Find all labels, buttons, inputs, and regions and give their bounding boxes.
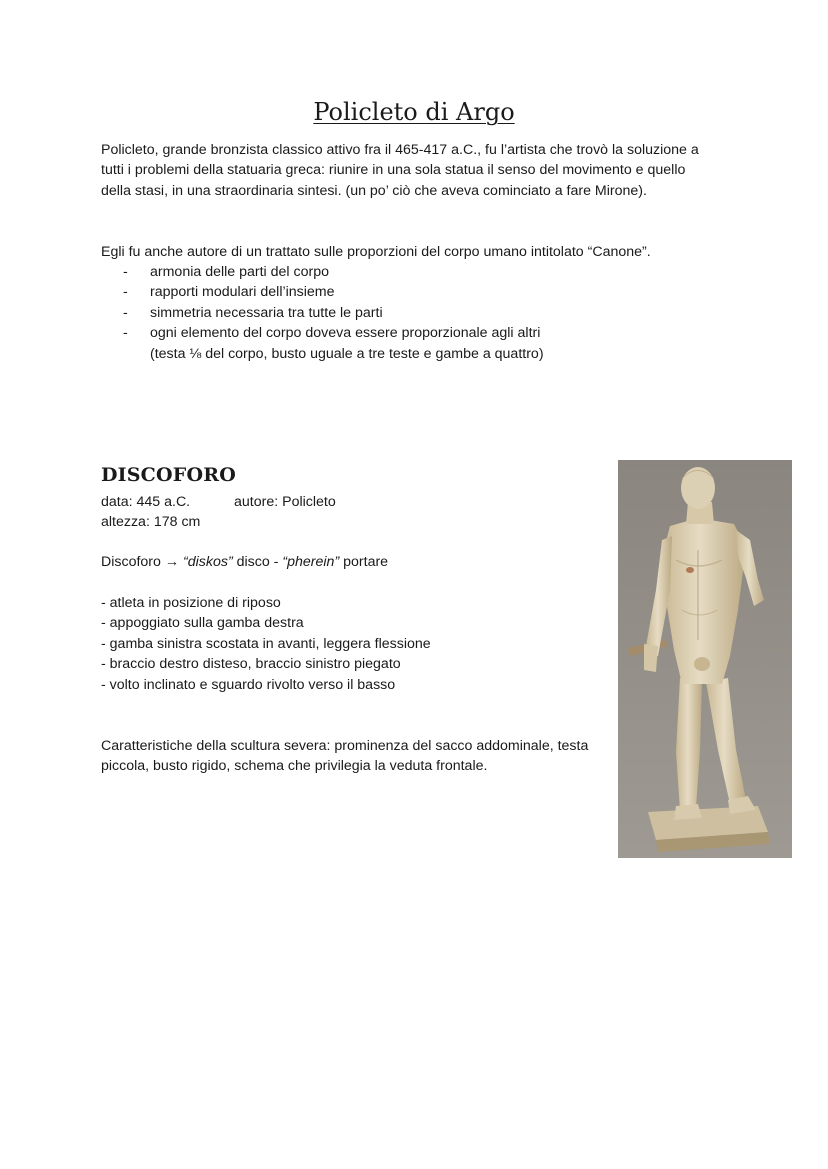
list-item: - atleta in posizione di riposo	[101, 595, 281, 611]
list-item-text: armonia delle parti del corpo	[150, 264, 330, 280]
list-item	[101, 282, 721, 302]
list-item-note: (testa ⅛ del corpo, busto uguale a tre teste e gambe a quattro)	[150, 345, 544, 362]
etymology-portare: portare	[343, 554, 389, 570]
severe-style-paragraph: Caratteristiche della scultura severa: prominenza del sacco addominale, testa piccola, busto rigido, schema che privilegia la veduta frontale.	[101, 738, 589, 775]
list-item-text: rapporti modulari dell’insieme	[150, 284, 335, 301]
list-item: - braccio destro disteso, braccio sinistro piegato	[101, 656, 401, 673]
list-item-text: ogni elemento del corpo doveva essere proporzionale agli altri	[150, 325, 541, 342]
list-item	[101, 262, 721, 282]
list-dash: -	[123, 284, 128, 301]
etymology-pherein: “pherein”	[282, 554, 340, 570]
features-list	[101, 593, 431, 695]
section-title: DISCOFORO	[101, 464, 236, 486]
list-dash: -	[123, 304, 128, 321]
list-item	[101, 303, 721, 323]
author-text: autore: Policleto	[234, 494, 336, 510]
etymology	[101, 552, 388, 572]
canon-list	[101, 262, 721, 364]
list-dash: -	[123, 264, 128, 280]
list-item: - gamba sinistra scostata in avanti, leggera flessione	[101, 635, 431, 652]
list-dash: -	[123, 325, 128, 342]
etymology-diskos: “diskos”	[183, 554, 233, 570]
list-item-text: simmetria necessaria tra tutte le parti	[150, 304, 383, 321]
height-text: altezza: 178 cm	[101, 514, 201, 530]
list-item: - volto inclinato e sguardo rivolto verso il basso	[101, 676, 396, 693]
meta-row-date	[101, 492, 336, 512]
date-text: data: 445 a.C.	[101, 494, 191, 510]
meta-row-height	[101, 512, 200, 532]
etymology-word: Discoforo →	[101, 554, 180, 570]
intro-paragraph: Policleto, grande bronzista classico attivo fra il 465-417 a.C., fu l’artista che trovò la soluzione a tutti i problemi della statuaria greca: riunire in una sola statua il senso del movimento e quello della stasi, in una straordinaria sintesi. (un po’ ciò che aveva cominciato a fare Mirone).	[101, 142, 699, 199]
statue-illustration	[618, 460, 792, 858]
list-item: - appoggiato sulla gamba destra	[101, 615, 304, 632]
list-item	[101, 323, 721, 364]
statue-photo	[618, 460, 792, 858]
page-title: Policleto di Argo	[313, 98, 515, 126]
etymology-disco: disco -	[236, 554, 279, 570]
canon-intro: Egli fu anche autore di un trattato sulle proporzioni del corpo umano intitolato “Canone”.	[101, 244, 651, 260]
